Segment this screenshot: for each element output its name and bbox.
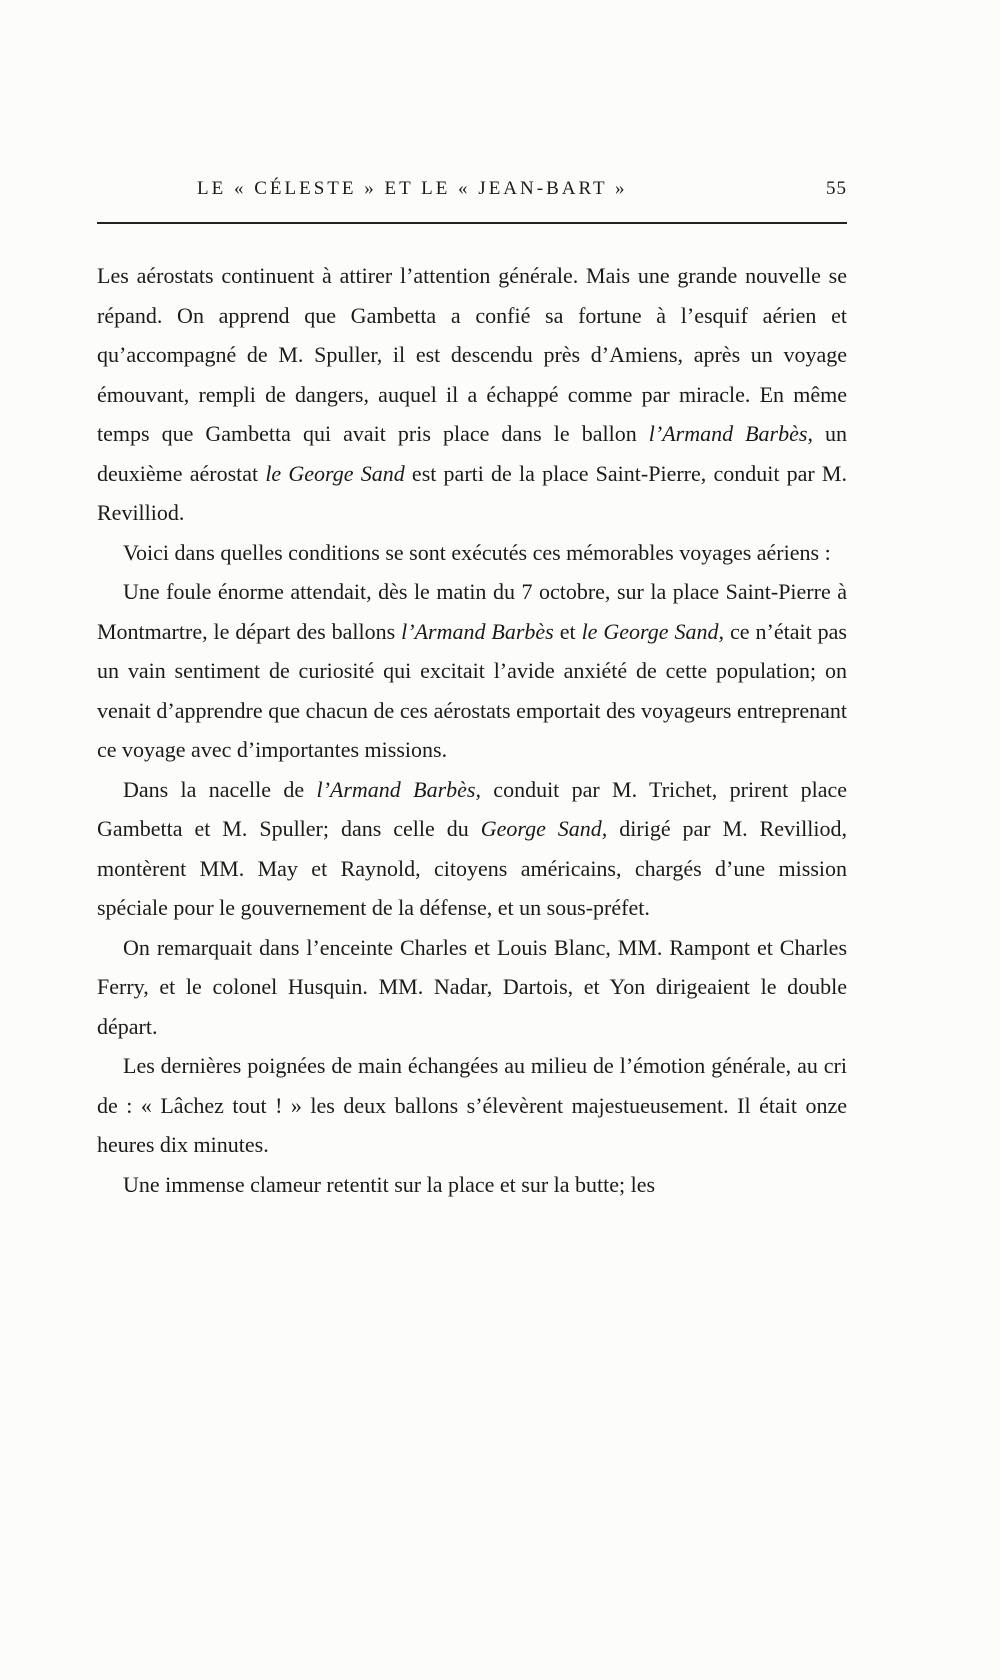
italic-title: l’Armand Barbès bbox=[648, 421, 808, 446]
text-run: et bbox=[553, 618, 582, 644]
text-run: Une immense clameur retentit sur la place et sur la butte; les bbox=[123, 1171, 656, 1197]
page-number: 55 bbox=[826, 178, 847, 199]
text-run: dirigé par M. Revilliod, montèrent MM. May et Raynold, citoyens américains, chargés d’une mission spéciale pour le gouvernement de la défense, et un sous-préfet. bbox=[97, 816, 848, 920]
text-run: Une foule énorme attendait, dès le matin du 7 octobre, sur la place Saint-Pierre à Montmartre, le départ des ballons bbox=[97, 579, 847, 644]
paragraph bbox=[97, 770, 847, 928]
text-run: conduit par M. Trichet, prirent place Gambetta et M. Spuller; dans celle du bbox=[97, 776, 848, 841]
paragraph bbox=[97, 1165, 847, 1205]
text-run: ce n’était pas un vain sentiment de curiosité qui excitait l’avide anxiété de cette population; on venait d’apprendre que chacun de ces aérostats emportait des voyageurs entreprenant ce voyage avec d’importantes missions. bbox=[97, 618, 847, 762]
text-run: On remarquait dans l’enceinte Charles et Louis Blanc, MM. Rampont et Charles Ferry, et le colonel Husquin. MM. Nadar, Dartois, et Yon dirigeaient le double départ. bbox=[97, 934, 847, 1039]
running-title: LE « CÉLESTE » ET LE « JEAN-BART » bbox=[197, 178, 628, 199]
text-run: , un deuxième aérostat bbox=[97, 421, 847, 486]
italic-title: l’Armand Barbès, bbox=[316, 776, 481, 802]
body-text bbox=[97, 256, 847, 1204]
text-run: Les aérostats continuent à attirer l’attention générale. Mais une grande nouvelle se répand. On apprend que Gambetta a confié sa fortune à l’esquif aérien et qu’accompagné de M. Spuller, il est descendu près d’Amiens, après un voyage émouvant, rempli de dangers, auquel il a échappé comme par miracle. En même temps que Gambetta qui avait pris place dans le ballon bbox=[97, 263, 847, 446]
paragraph bbox=[97, 533, 847, 573]
paragraph bbox=[97, 572, 847, 770]
paragraph bbox=[97, 1046, 847, 1165]
italic-title: George Sand, bbox=[480, 816, 608, 841]
text-run: Les dernières poignées de main échangées au milieu de l’émotion générale, au cri de : « Lâchez tout ! » les deux ballons s’élevèrent majestueusement. Il était onze heures dix minutes. bbox=[97, 1053, 847, 1157]
running-header bbox=[97, 178, 847, 208]
italic-title: le George Sand bbox=[265, 460, 405, 486]
paragraph bbox=[97, 928, 847, 1047]
paragraph bbox=[97, 256, 847, 533]
italic-title: l’Armand Barbès bbox=[401, 618, 554, 644]
text-run: Voici dans quelles conditions se sont exécutés ces mémorables voyages aériens : bbox=[123, 539, 831, 565]
italic-title: le George Sand, bbox=[581, 618, 725, 644]
text-run: est parti de la place Saint-Pierre, conduit par M. Revilliod. bbox=[97, 460, 847, 525]
header-rule bbox=[97, 222, 847, 224]
text-run: Dans la nacelle de bbox=[123, 776, 317, 802]
